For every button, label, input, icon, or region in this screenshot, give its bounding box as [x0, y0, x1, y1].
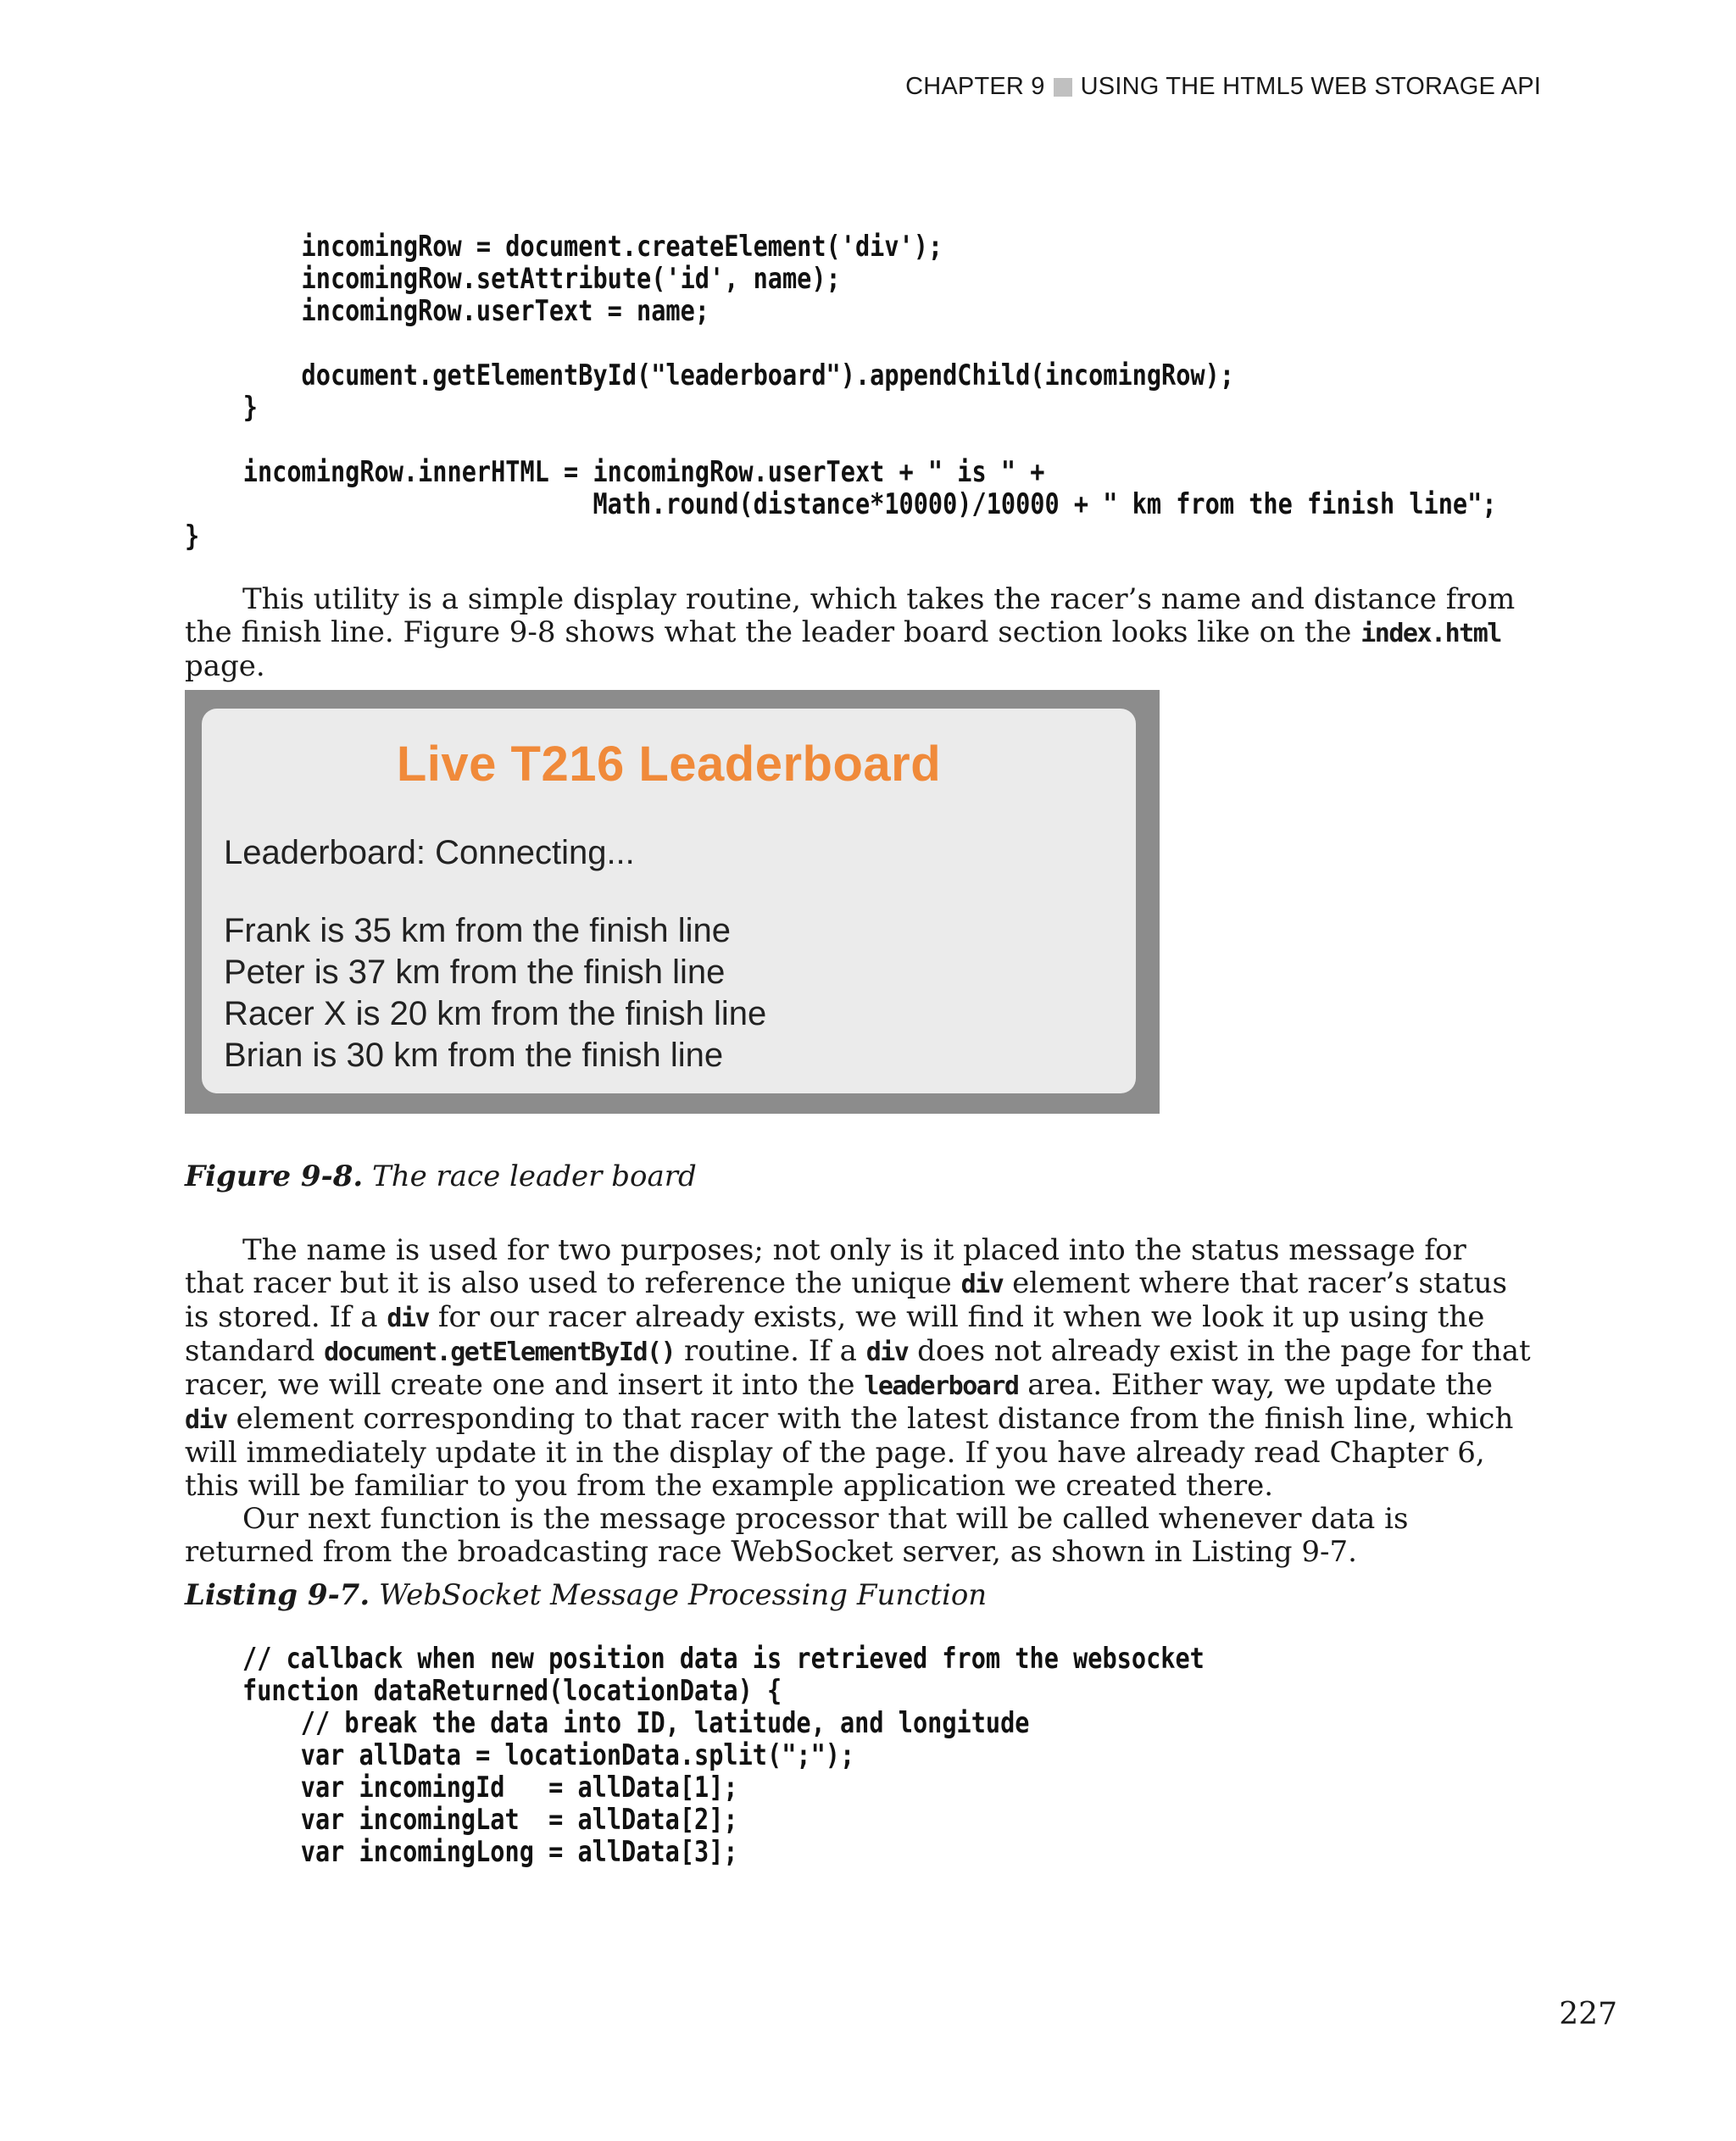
paragraph-next-function: Our next function is the message processor that will be called whenever data is returned from the broadcasting race WebSocket server, as shown in Listing 9-7. — [185, 1502, 1409, 1569]
leaderboard-figure — [185, 690, 1160, 1114]
paragraph-display-routine: This utility is a simple display routine, which takes the racer’s name and distance from the finish line. Figure 9-8 shows what the leader board section looks like on the index.html page. — [185, 582, 1516, 683]
leaderboard-row: Peter is 37 km from the finish line — [224, 954, 726, 991]
chapter-title: USING THE HTML5 WEB STORAGE API — [1080, 73, 1541, 100]
leaderboard-status: Leaderboard: Connecting... — [224, 834, 635, 871]
separator-square-icon — [1054, 78, 1072, 97]
leaderboard-title: Live T216 Leaderboard — [396, 737, 942, 792]
code-block-bottom: // callback when new position data is retrieved from the websocket function dataReturned(locationData) { // break the data into ID, latitude, and longitude var allData = locationData.split(";"); var incomingId = allData[1]; var incomingLat = allData[2]; var incomingLong = allData[3]; — [242, 1642, 1205, 1869]
running-header — [905, 73, 1541, 101]
code-block-top: incomingRow = document.createElement('div'); incomingRow.setAttribute('id', name); incomingRow.userText = name; document.getElementById("leaderboard").appendChild(incomingRow); } incomingRow.innerHTML = incomingRow.userText + " is " + Math.round(distance*10000)/10000 + " km from the finish line"; } — [185, 230, 1497, 553]
leaderboard-rows — [224, 910, 766, 1076]
paragraph-name-purposes: The name is used for two purposes; not only is it placed into the status message for that racer but it is also used to reference the unique div element where that racer’s status is stored. If a div for our racer already exists, we will find it when we look it up using the standard document.getElementById() routine. If a div does not already exist in the page for that racer, we will create one and insert it into the leaderboard area. Either way, we update the div element corresponding to that racer with the latest distance from the finish line, which will immediately update it in the display of the page. If you have already read Chapter 6, this will be familiar to you from the example application we created there. Our next function is the message processor that will be called whenever data is returned from the broadcasting race WebSocket server, as shown in Listing 9-7. — [185, 1234, 1534, 1569]
leaderboard-row: Brian is 30 km from the finish line — [224, 1037, 724, 1074]
leaderboard-row: Racer X is 20 km from the finish line — [224, 995, 767, 1032]
listing-caption: Listing 9-7. WebSocket Message Processing Function — [185, 1578, 988, 1612]
chapter-label: CHAPTER 9 — [905, 73, 1045, 100]
leaderboard-row: Frank is 35 km from the finish line — [224, 912, 731, 949]
inline-code: index.html — [1360, 619, 1501, 648]
page-number: 227 — [1559, 1997, 1617, 2032]
figure-caption: Figure 9-8. The race leader board — [185, 1159, 697, 1193]
leaderboard-panel — [202, 709, 1136, 1093]
